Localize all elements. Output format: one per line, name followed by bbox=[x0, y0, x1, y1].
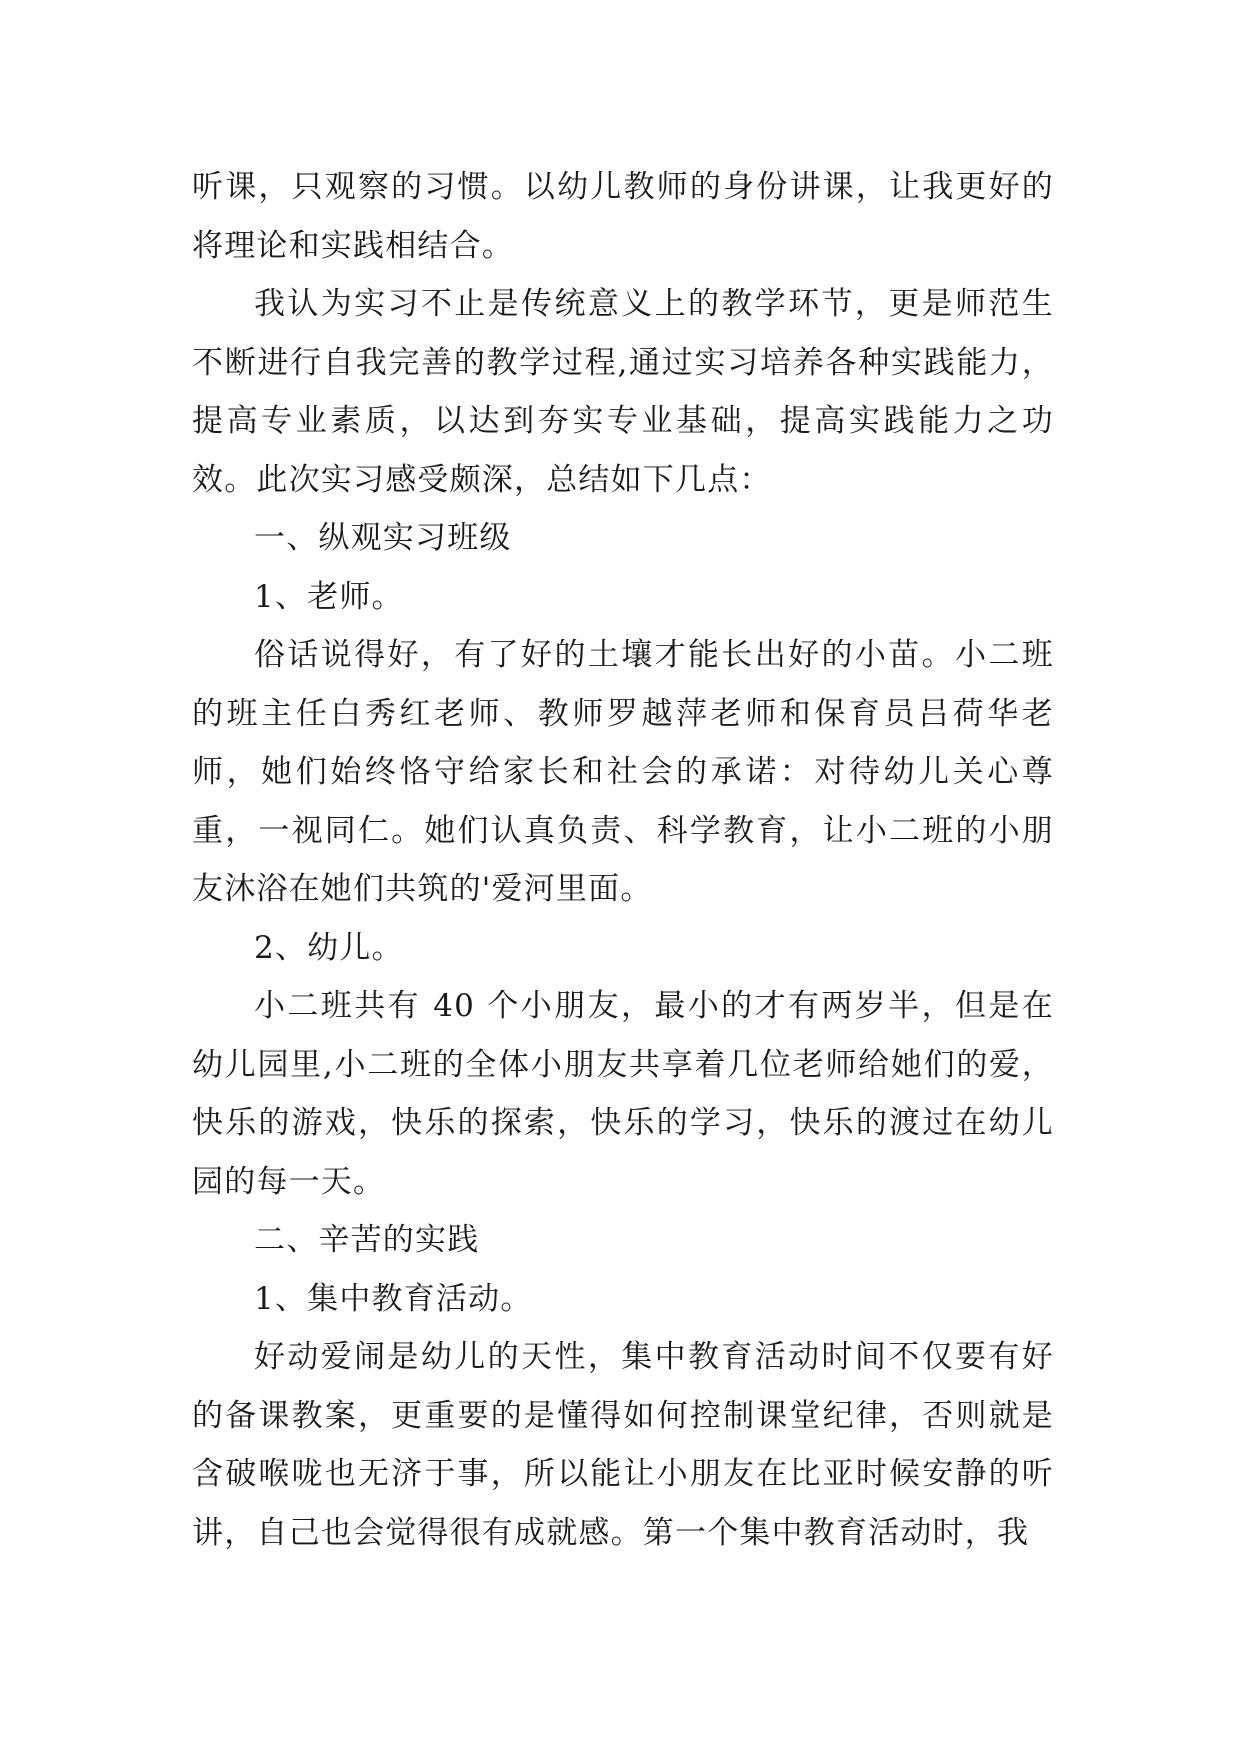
paragraph-continuation: 听课，只观察的习惯。以幼儿教师的身份讲课，让我更好的将理论和实践相结合。 bbox=[192, 169, 1054, 264]
paragraph-group-activities: 好动爱闹是幼儿的天性，集中教育活动时间不仅要有好的备课教案，更重要的是懂得如何控制课堂纪律，否则就是含破喉咙也无济于事，所以能让小朋友在比亚时候安静的听讲，自己也会觉得很有成就感。第一个集中教育活动时，我 bbox=[192, 1339, 1054, 1551]
subheading-teachers: 1、老师。 bbox=[254, 578, 404, 615]
paragraph-teachers: 俗话说得好，有了好的土壤才能长出好的小苗。小二班的班主任白秀红老师、教师罗越萍老师和保育员吕荷华老师，她们始终恪守给家长和社会的承诺：对待幼儿关心尊重，一视同仁。她们认真负责、科学教育，让小二班的小朋友沐浴在她们共筑的'爱河里面。 bbox=[192, 637, 1054, 907]
paragraph-internship-view: 我认为实习不止是传统意义上的教学环节，更是师范生不断进行自我完善的教学过程,通过实习培养各种实践能力，提高专业素质，以达到夯实专业基础，提高实践能力之功效。此次实习感受颇深，总结如下几点： bbox=[192, 286, 1054, 498]
document-body bbox=[192, 158, 1054, 1562]
section-heading-practice: 二、辛苦的实践 bbox=[254, 1222, 480, 1258]
paragraph-children: 小二班共有 40 个小朋友，最小的才有两岁半，但是在幼儿园里,小二班的全体小朋友共享着几位老师给她们的爱，快乐的游戏，快乐的探索，快乐的学习，快乐的渡过在幼儿园的每一天。 bbox=[192, 988, 1054, 1200]
subheading-group-activities: 1、集中教育活动。 bbox=[254, 1280, 533, 1317]
section-heading-class-overview: 一、纵观实习班级 bbox=[254, 520, 512, 556]
subheading-children: 2、幼儿。 bbox=[254, 929, 404, 966]
